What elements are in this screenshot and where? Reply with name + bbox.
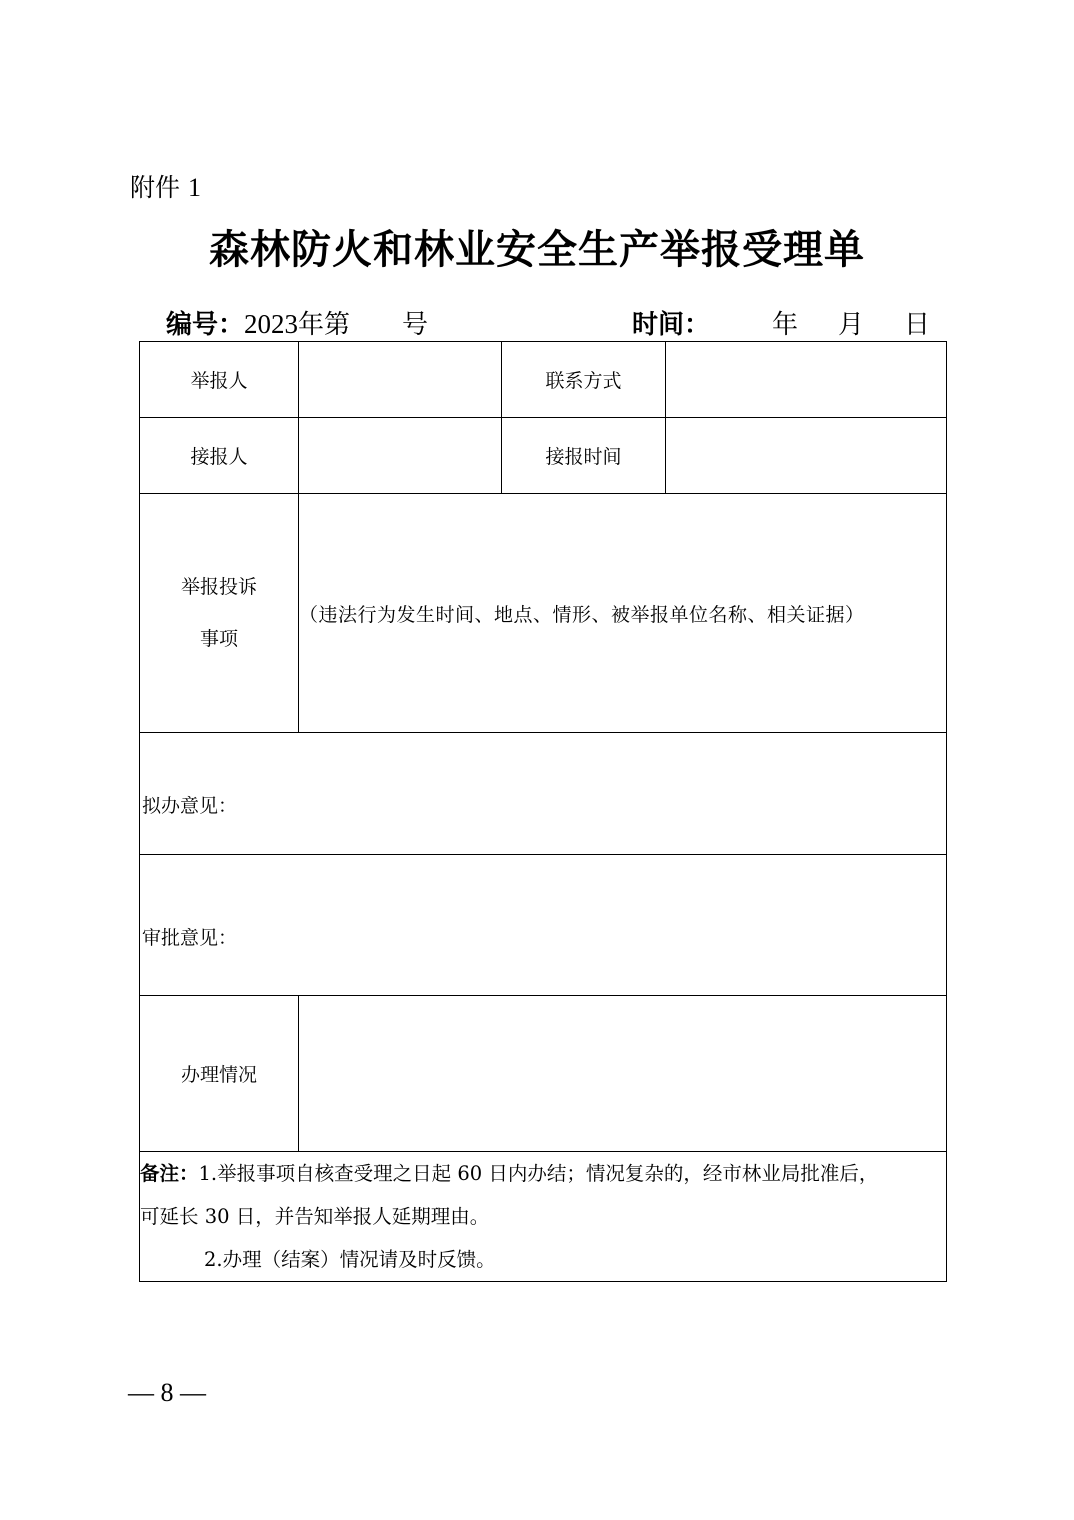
- notes-line3: 2.办理（结案）情况请及时反馈。: [204, 1248, 496, 1271]
- matter-field[interactable]: [299, 494, 947, 733]
- proposed-opinion-field[interactable]: [140, 733, 947, 855]
- handling-field[interactable]: [299, 996, 947, 1152]
- form-date: [632, 304, 930, 341]
- page-number: — 8 —: [128, 1378, 206, 1407]
- handling-label: 办理情况: [140, 996, 299, 1152]
- attachment-number: 1: [188, 173, 202, 202]
- table-row: [140, 855, 947, 996]
- contact-field[interactable]: [666, 342, 947, 418]
- notes-line2: 可延长 30 日，并告知举报人延期理由。: [140, 1205, 490, 1228]
- receiver-label: 接报人: [140, 418, 299, 494]
- table-row: [140, 996, 947, 1152]
- matter-hint: （违法行为发生时间、地点、情形、被举报单位名称、相关证据）: [299, 603, 865, 626]
- table-row: [140, 1152, 947, 1282]
- contact-label: 联系方式: [502, 342, 666, 418]
- notes-line1-text: 1.举报事项自核查受理之日起 60 日内办结；情况复杂的，经市林业局批准后，: [198, 1162, 879, 1185]
- reporter-field[interactable]: [299, 342, 502, 418]
- receive-time-field[interactable]: [666, 418, 947, 494]
- notes-cell: [140, 1152, 947, 1282]
- form-number: [166, 304, 428, 341]
- table-row: [140, 494, 947, 733]
- receive-time-label: 接报时间: [502, 418, 666, 494]
- matter-label-line1: 举报投诉: [180, 576, 257, 598]
- report-form-table: [139, 341, 947, 1282]
- number-suffix: 年第 号: [298, 310, 429, 340]
- matter-label: [140, 494, 299, 733]
- notes-line1: [140, 1152, 946, 1195]
- notes-label: 备注：: [140, 1162, 199, 1185]
- time-label: 时间：: [632, 310, 711, 340]
- attachment-text: 附件: [130, 173, 181, 202]
- table-row: [140, 733, 947, 855]
- reporter-label: 举报人: [140, 342, 299, 418]
- attachment-label: [130, 168, 201, 204]
- matter-label-line2: 事项: [199, 628, 238, 650]
- number-year: 2023: [244, 309, 299, 339]
- day-label: 日: [904, 310, 931, 340]
- table-row: [140, 342, 947, 418]
- receiver-field[interactable]: [299, 418, 502, 494]
- page-title: 森林防火和林业安全生产举报受理单: [209, 226, 865, 273]
- year-label: 年: [772, 310, 799, 340]
- proposed-opinion-label: 拟办意见：: [142, 795, 238, 817]
- approval-opinion-field[interactable]: [140, 855, 947, 996]
- approval-opinion-label: 审批意见：: [142, 926, 238, 949]
- month-label: 月: [838, 310, 865, 340]
- table-row: [140, 418, 947, 494]
- number-label: 编号：: [166, 310, 245, 340]
